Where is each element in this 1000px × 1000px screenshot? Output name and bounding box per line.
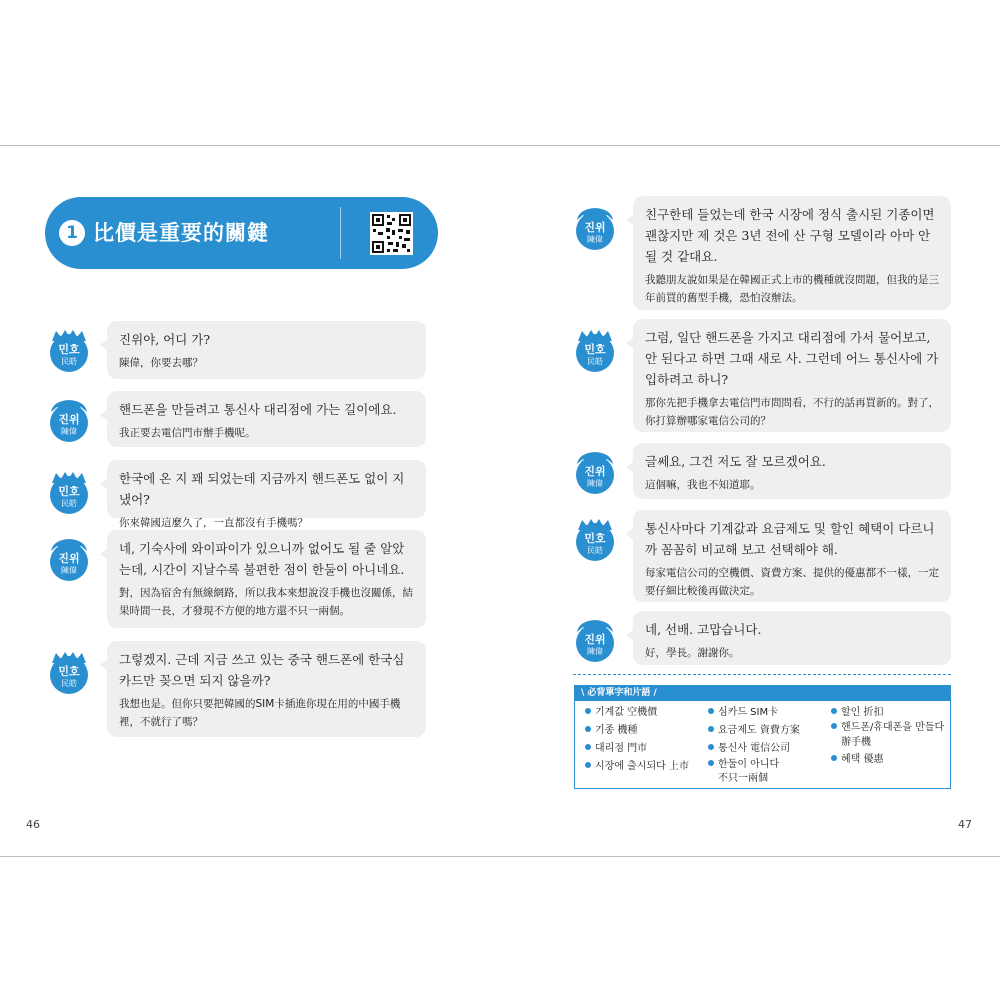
vocab-item: 辦手機 <box>841 737 871 748</box>
avatar-minho: 민호 民皓 <box>48 651 90 695</box>
dialogue-bubble: 한국에 온 지 꽤 되었는데 지금까지 핸드폰도 없이 지냈어? 你來韓國這麼久了，一直都沒有手機嗎？ <box>107 460 426 518</box>
dialogue-bubble: 그럼, 일단 핸드폰을 가지고 대리점에 가서 물어보고, 안 된다고 하면 그때 새로 사. 그런데 어느 통신사에 가입하려고 하니? 那你先把手機拿去電信門市問問看，不行的話再買新的。對了，你打算辦哪家電信公司的？ <box>633 319 951 432</box>
avatar-jinwi: 진위 陳偉 <box>48 538 90 582</box>
book-spread <box>0 145 1000 857</box>
dialogue-bubble: 친구한테 들었는데 한국 시장에 정식 출시된 기종이면 괜찮지만 제 것은 3년 전에 산 구형 모델이라 아마 안 될 것 같대요. 我聽朋友說如果是在韓國正式上市的機種就沒問題，但我的是三年前買的舊型手機，恐怕沒辦法。 <box>633 196 951 310</box>
vocab-item: 기계값 空機價 <box>585 705 657 720</box>
vocab-header: \ 必背單字和片語 / <box>575 686 950 701</box>
lesson-title: 比價是重要的關鍵 <box>93 221 269 245</box>
vocab-item: 시장에 출시되다 上市 <box>585 759 689 774</box>
avatar-jinwi: 진위 陳偉 <box>574 207 616 251</box>
vocab-separator <box>573 674 951 675</box>
vocab-item: 한둘이 아니다 <box>708 757 779 772</box>
vocab-item: 심카드 SIM卡 <box>708 705 778 720</box>
dialogue-bubble: 진위야, 어디 가? 陳偉，你要去哪？ <box>107 321 426 379</box>
avatar-jinwi: 진위 陳偉 <box>48 399 90 443</box>
qr-code-icon[interactable] <box>370 212 413 255</box>
banner-divider <box>340 207 341 259</box>
avatar-jinwi: 진위 陳偉 <box>574 619 616 663</box>
vocab-item: 핸드폰/휴대폰을 만들다 <box>831 720 944 735</box>
avatar-minho: 민호 民皓 <box>574 518 616 562</box>
vocab-item: 요금제도 資費方案 <box>708 723 800 738</box>
dialogue-bubble: 글쎄요, 그건 저도 잘 모르겠어요. 這個嘛，我也不知道耶。 <box>633 443 951 499</box>
page-number-right: 47 <box>958 818 972 831</box>
vocab-item: 不只一兩個 <box>718 773 768 784</box>
dialogue-bubble: 통신사마다 기계값과 요금제도 및 할인 혜택이 다르니까 꼼꼼히 비교해 보고 선택해야 해. 每家電信公司的空機價、資費方案、提供的優惠都不一樣，一定要仔細比較後再做決定。 <box>633 510 951 602</box>
avatar-minho: 민호 民皓 <box>48 471 90 515</box>
avatar-minho: 민호 民皓 <box>574 329 616 373</box>
vocab-item: 기종 機種 <box>585 723 638 738</box>
dialogue-bubble: 네, 기숙사에 와이파이가 있으니까 없어도 될 줄 알았는데, 시간이 지날수록 불편한 점이 한둘이 아니네요. 對，因為宿舍有無線網路，所以我本來想說沒手機也沒關係，結果時間一長，才發現不方便的地方還不只一兩個。 <box>107 530 426 628</box>
dialogue-bubble: 네, 선배. 고맙습니다. 好，學長。謝謝你。 <box>633 611 951 665</box>
vocab-item: 할인 折扣 <box>831 705 884 720</box>
page-number-left: 46 <box>26 818 40 831</box>
dialogue-bubble: 그렇겠지. 근데 지금 쓰고 있는 중국 핸드폰에 한국심카드만 꽂으면 되지 않을까? 我想也是。但你只要把韓國的SIM卡插進你現在用的中國手機裡，不就行了嗎？ <box>107 641 426 737</box>
vocab-item: 혜택 優惠 <box>831 752 884 767</box>
vocab-item: 통신사 電信公司 <box>708 741 790 756</box>
lesson-number: 1 <box>59 220 85 246</box>
dialogue-bubble: 핸드폰을 만들려고 통신사 대리점에 가는 길이에요. 我正要去電信門市辦手機呢。 <box>107 391 426 447</box>
vocab-item: 대리점 門市 <box>585 741 647 756</box>
avatar-minho: 민호 民皓 <box>48 329 90 373</box>
vocab-box <box>574 685 951 789</box>
lesson-banner <box>45 197 438 269</box>
avatar-jinwi: 진위 陳偉 <box>574 451 616 495</box>
